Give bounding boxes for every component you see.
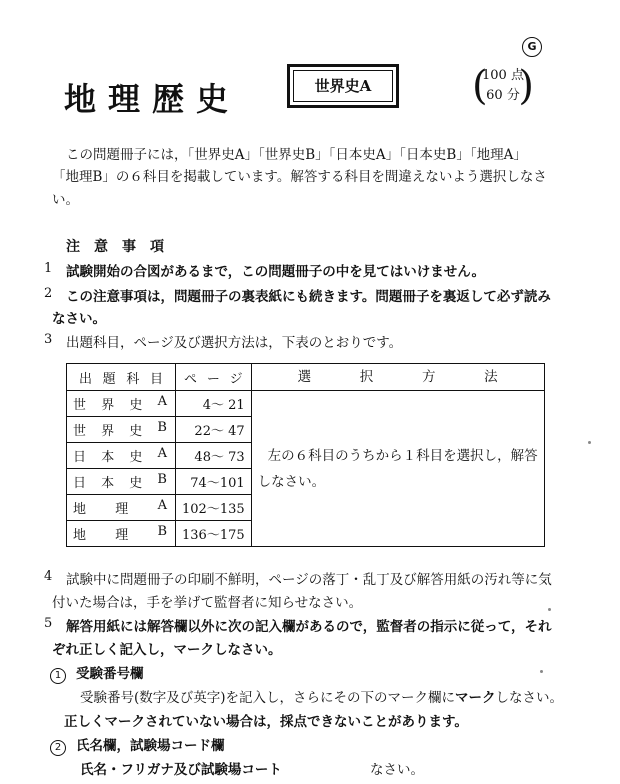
sub-item-1-heading: 受験番号欄 xyxy=(76,666,144,682)
open-paren-icon: ( xyxy=(472,63,488,109)
sub-item-2-line-1-tail: なさい。 xyxy=(370,762,424,778)
note-4-text: 試験中に問題冊子の印刷不鮮明，ページの落丁・乱丁及び解答用紙の汚れ等に気 xyxy=(66,572,552,588)
subject-char: B xyxy=(157,524,167,539)
notes-heading: 注 意 事 項 xyxy=(66,239,164,255)
note-3-number: 3 xyxy=(44,332,53,347)
pages-cell: 74〜101 xyxy=(176,469,252,495)
note-2-text: この注意事項は，問題冊子の裏表紙にも続きます。問題冊子を裏返して必ず読み xyxy=(66,289,551,305)
sub-item-1-heading-row xyxy=(50,662,144,684)
header-subject xyxy=(67,364,176,391)
pages-cell: 48〜 73 xyxy=(176,443,252,469)
subject-table xyxy=(66,363,545,547)
subject-cell xyxy=(67,521,176,547)
score-time: 60 分 xyxy=(486,88,520,103)
pages-cell: 22〜 47 xyxy=(176,417,252,443)
note-5-number: 5 xyxy=(44,616,53,631)
circled-number-icon: 1 xyxy=(50,668,66,684)
method-line-1: 左の６科目のうちから１科目を選択し，解答 xyxy=(267,447,538,464)
note-1-number: 1 xyxy=(44,261,53,276)
pages-cell: 136〜175 xyxy=(176,521,252,547)
subject-cell xyxy=(67,469,176,495)
subject-char: A xyxy=(157,394,167,409)
header-subject-char: 科 xyxy=(126,371,140,387)
note-4-number: 4 xyxy=(44,569,53,584)
header-method-char: 択 xyxy=(359,369,374,385)
note-5-text: 解答用紙には解答欄以外に次の記入欄があるので，監督者の指示に従って，それ xyxy=(66,619,552,635)
subject-cell xyxy=(67,495,176,521)
subject-char: 本 xyxy=(101,476,115,491)
subject-cell xyxy=(67,417,176,443)
sub-item-2-heading: 氏名欄，試験場コード欄 xyxy=(76,738,225,754)
subject-char: A xyxy=(157,446,167,461)
sub-item-1-mark-emphasis: マーク xyxy=(455,690,496,706)
note-1-text: 試験開始の合図があるまで，この問題冊子の中を見てはいけません。 xyxy=(66,264,486,280)
subject-cell xyxy=(67,443,176,469)
note-2-continuation: なさい。 xyxy=(52,311,106,327)
method-line-2: しなさい。 xyxy=(257,473,326,490)
subject-cell xyxy=(67,391,176,417)
subject-char: 史 xyxy=(129,476,143,491)
subject-char: B xyxy=(157,472,167,487)
header-subject-char: 題 xyxy=(102,371,116,387)
sub-item-2-line-1: 氏名・フリガナ及び試験場コート xyxy=(80,762,282,778)
header-subject-char: 出 xyxy=(79,371,93,387)
subject-char: 史 xyxy=(129,398,143,413)
subject-char: A xyxy=(157,498,167,513)
subject-char: 本 xyxy=(101,450,115,465)
subject-box-label: 世界史A xyxy=(293,70,393,102)
table-row xyxy=(67,391,545,417)
header-pages-char: ジ xyxy=(229,371,243,387)
table-header-row xyxy=(67,364,545,391)
sub-item-1-line-1 xyxy=(80,686,563,706)
intro-line-1: この問題冊子には，「世界史A」「世界史B」「日本史A」「日本史B」「地理A」 xyxy=(66,147,527,163)
subject-char: 世 xyxy=(73,398,87,413)
note-4-continuation: 付いた場合は，手を挙げて監督者に知らせなさい。 xyxy=(52,595,363,611)
subject-char: 界 xyxy=(101,424,115,439)
subject-char: 地 xyxy=(73,528,87,543)
subject-char: 史 xyxy=(129,424,143,439)
corner-mark: G xyxy=(522,37,542,57)
header-method-char: 方 xyxy=(421,369,436,385)
subject-char: 日 xyxy=(73,476,87,491)
score-points: 100 点 xyxy=(482,68,524,83)
note-5-continuation: ぞれ正しく記入し，マークしなさい。 xyxy=(52,642,282,658)
header-method-char: 選 xyxy=(297,369,312,385)
sub-item-1-line-1-text: 受験番号(数字及び英字)を記入し，さらにその下のマーク欄に xyxy=(80,690,456,706)
header-method-char: 法 xyxy=(484,369,498,385)
page-title: 地理歴史 xyxy=(64,80,241,118)
sub-item-1-line-1-tail: しなさい。 xyxy=(495,690,564,706)
sub-item-1-line-2: 正しくマークされていない場合は，採点できないことがあります。 xyxy=(64,714,468,730)
note-3-text: 出題科目，ページ及び選択方法は，下表のとおりです。 xyxy=(66,335,403,351)
intro-line-2: 「地理B」の６科目を掲載しています。解答する科目を間違えないよう選択しなさ xyxy=(52,169,547,185)
subject-char: 理 xyxy=(115,528,129,543)
close-paren-icon: ) xyxy=(518,63,534,109)
circled-number-icon: 2 xyxy=(50,740,66,756)
method-cell xyxy=(251,391,544,547)
sub-item-2-heading-row xyxy=(50,734,225,756)
header-pages xyxy=(176,364,252,391)
scan-speck xyxy=(548,608,551,611)
subject-char: 史 xyxy=(129,450,143,465)
header-pages-char: ー xyxy=(206,371,220,387)
header-pages-char: ペ xyxy=(184,371,198,387)
subject-char: 界 xyxy=(101,398,115,413)
pages-cell: 4〜 21 xyxy=(176,391,252,417)
scan-speck xyxy=(540,670,543,673)
header-subject-char: 目 xyxy=(149,371,163,387)
note-2-number: 2 xyxy=(44,286,53,301)
subject-char: 地 xyxy=(73,502,87,517)
header-method xyxy=(251,364,544,391)
subject-char: 日 xyxy=(73,450,87,465)
subject-char: 理 xyxy=(115,502,129,517)
scan-speck xyxy=(588,441,591,444)
subject-char: 世 xyxy=(73,424,87,439)
score-time-info xyxy=(472,63,534,112)
subject-box xyxy=(287,64,399,108)
subject-char: B xyxy=(157,420,167,435)
pages-cell: 102〜135 xyxy=(176,495,252,521)
intro-line-3: い。 xyxy=(52,192,79,208)
